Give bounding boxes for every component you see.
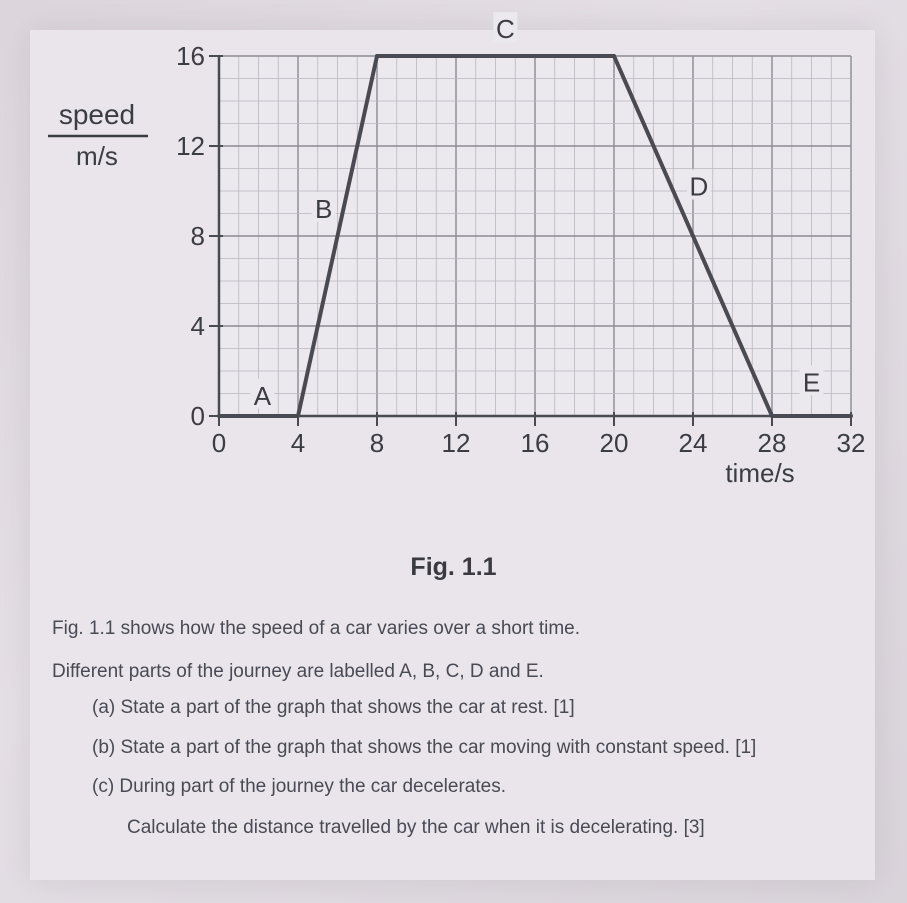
intro-line-2: Different parts of the journey are labelled A, B, C, D and E.	[52, 661, 544, 682]
question-part-c-task: Calculate the distance travelled by the car when it is decelerating. [3]	[127, 817, 705, 838]
x-tick-label: 16	[520, 428, 550, 458]
data-point	[770, 414, 774, 418]
data-point	[612, 54, 616, 58]
x-tick-label: 24	[678, 428, 708, 458]
x-tick-label: 20	[599, 428, 629, 458]
y-axis-label-quantity: speed	[58, 99, 136, 130]
y-tick-label: 16	[176, 41, 205, 71]
segment-label: C	[495, 14, 515, 44]
x-tick-label: 0	[211, 428, 227, 458]
y-tick-label: 8	[190, 221, 205, 251]
y-axis-label-unit: m/s	[76, 141, 118, 171]
y-tick-label: 12	[176, 131, 205, 161]
x-tick-label: 4	[290, 428, 306, 458]
x-tick-label: 8	[369, 428, 385, 458]
segment-label: B	[315, 194, 333, 224]
segment-label: D	[689, 171, 709, 202]
data-point	[375, 54, 379, 58]
intro-line-1: Fig. 1.1 shows how the speed of a car varies over a short time.	[52, 618, 581, 639]
x-tick-label: 32	[836, 428, 866, 458]
question-part-b: (b) State a part of the graph that shows the car moving with constant speed. [1]	[92, 737, 757, 758]
data-point	[217, 414, 221, 418]
figure-caption: Fig. 1.1	[410, 553, 497, 581]
data-point	[296, 414, 300, 418]
segment-label: A	[253, 380, 272, 411]
x-tick-label: 28	[757, 428, 787, 458]
x-axis-label: time/s	[725, 458, 795, 488]
y-tick-label: 4	[190, 311, 205, 341]
question-part-c: (c) During part of the journey the car decelerates.	[92, 776, 506, 797]
y-tick-label: 0	[190, 401, 205, 431]
data-point	[849, 414, 853, 418]
segment-label: E	[802, 367, 821, 398]
question-part-a: (a) State a part of the graph that shows the car at rest. [1]	[92, 697, 575, 718]
x-tick-label: 12	[441, 428, 471, 458]
chart-grid	[219, 56, 851, 416]
